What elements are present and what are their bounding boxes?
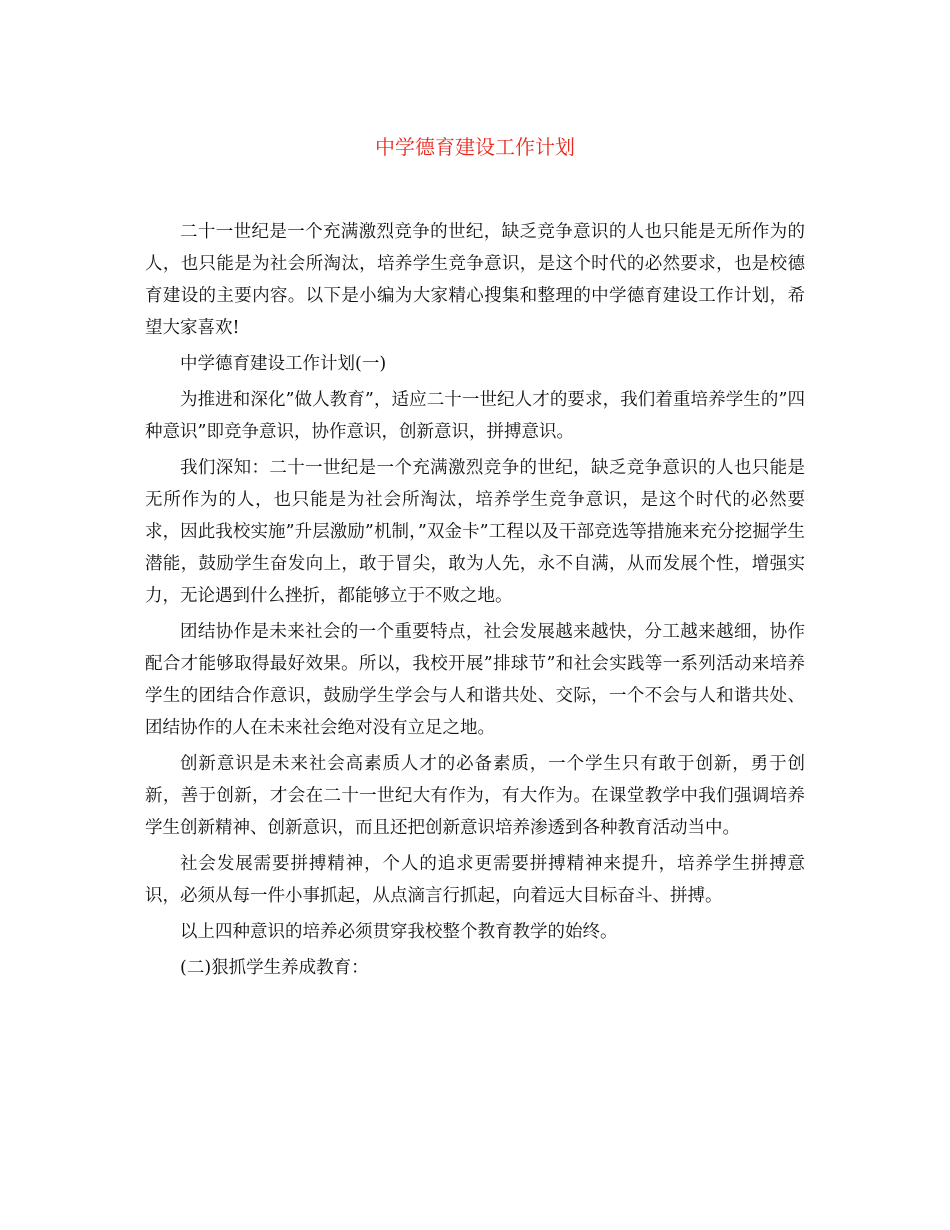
document-body — [145, 216, 805, 988]
paragraph-four-awareness: 为推进和深化”做人教育”，适应二十一世纪人才的要求，我们着重培养学生的”四种意识”即竞争意识，协作意识，创新意识，拼搏意识。 — [145, 390, 805, 442]
section-heading-habit-education: (二)狠抓学生养成教育： — [180, 958, 369, 978]
paragraph-cooperation: 团结协作是未来社会的一个重要特点，社会发展越来越快，分工越来越细，协作配合才能够取得最好效果。所以，我校开展”排球节”和社会实践等一系列活动来培养学生的团结合作意识，鼓励学生学会与人和谐共处、交际，一个不会与人和谐共处、团结协作的人在未来社会绝对没有立足之地。 — [145, 622, 805, 738]
paragraph-innovation: 创新意识是未来社会高素质人才的必备素质，一个学生只有敢于创新，勇于创新，善于创新，才会在二十一世纪大有作为，有大作为。在课堂教学中我们强调培养学生创新精神、创新意识，而且还把创新意识培养渗透到各种教育活动当中。 — [145, 754, 805, 838]
paragraph-striving: 社会发展需要拼搏精神，个人的追求更需要拼搏精神来提升，培养学生拼搏意识，必须从每一件小事抓起，从点滴言行抓起，向着远大目标奋斗、拼搏。 — [145, 854, 805, 906]
section-heading-plan-one: 中学德育建设工作计划(一) — [180, 354, 387, 374]
document-title: 中学德育建设工作计划 — [375, 135, 575, 159]
paragraph-competition: 我们深知：二十一世纪是一个充满激烈竞争的世纪，缺乏竞争意识的人也只能是无所作为的人，也只能是为社会所淘汰，培养学生竞争意识，是这个时代的必然要求，因此我校实施”升层激励”机制，”双金卡”工程以及干部竞选等措施来充分挖掘学生潜能，鼓励学生奋发向上，敢于冒尖，敢为人先，永不自满，从而发展个性，增强实力，无论遇到什么挫折，都能够立于不败之地。 — [145, 458, 805, 606]
paragraph-intro: 二十一世纪是一个充满激烈竞争的世纪，缺乏竞争意识的人也只能是无所作为的人，也只能是为社会所淘汰，培养学生竞争意识，是这个时代的必然要求，也是校德育建设的主要内容。以下是小编为大家精心搜集和整理的中学德育建设工作计划，希望大家喜欢! — [145, 222, 805, 338]
paragraph-summary: 以上四种意识的培养必须贯穿我校整个教育教学的始终。 — [180, 922, 618, 942]
